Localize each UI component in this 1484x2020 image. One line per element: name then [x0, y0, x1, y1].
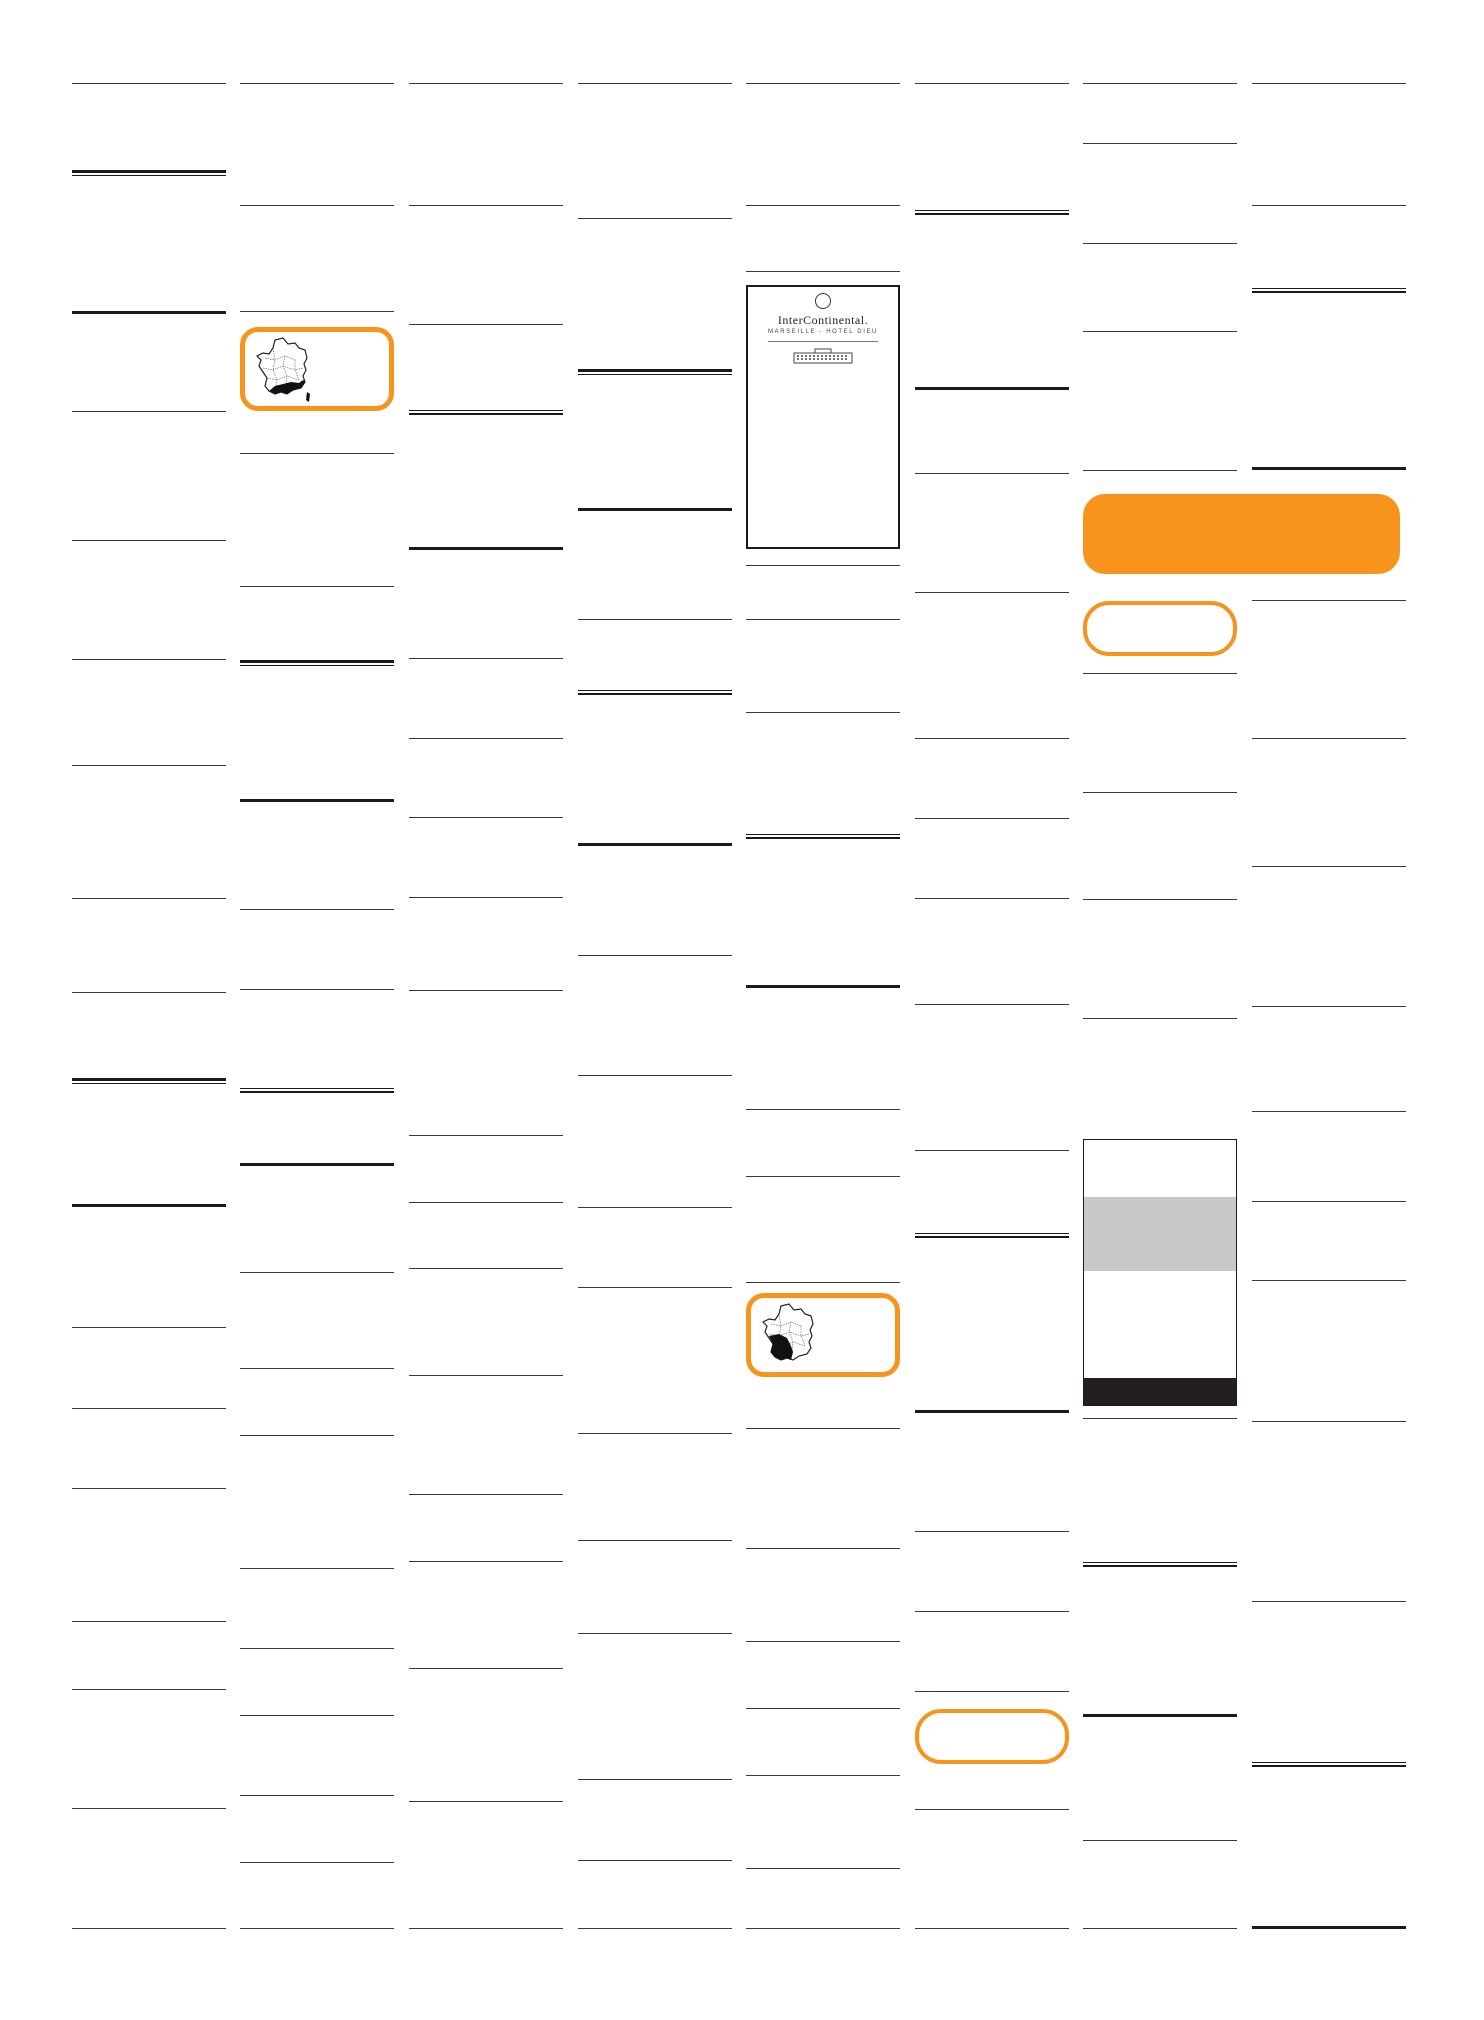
column-rule: [72, 898, 226, 899]
column-rule: [409, 1561, 563, 1562]
column-rule: [578, 83, 732, 84]
section-rule: [746, 834, 900, 839]
column-rule: [915, 592, 1069, 593]
column-rule: [1083, 143, 1237, 144]
column-rule: [915, 1611, 1069, 1612]
section-rule: [240, 799, 394, 802]
column-rule: [746, 1176, 900, 1177]
column-rule: [240, 83, 394, 84]
column-rule: [72, 83, 226, 84]
column-rule: [746, 1868, 900, 1869]
column-7: [1083, 0, 1237, 2020]
column-rule: [409, 738, 563, 739]
column-rule: [1252, 866, 1406, 867]
highlight-box: [915, 1709, 1069, 1764]
highlight-box: [1083, 601, 1237, 656]
ad-divider: [768, 341, 878, 342]
hotel-building-icon: [793, 348, 853, 364]
column-5: [746, 0, 900, 2020]
column-rule: [578, 1207, 732, 1208]
column-rule: [409, 1668, 563, 1669]
column-rule: [409, 1268, 563, 1269]
column-rule: [240, 1272, 394, 1273]
column-rule: [1083, 1018, 1237, 1019]
column-rule: [240, 909, 394, 910]
column-rule: [746, 271, 900, 272]
column-rule: [1252, 738, 1406, 739]
column-rule: [578, 955, 732, 956]
section-rule: [915, 1233, 1069, 1238]
column-rule: [1252, 1111, 1406, 1112]
column-rule: [915, 83, 1069, 84]
column-rule: [746, 83, 900, 84]
hotel-ad: [746, 285, 900, 549]
column-rule: [72, 1689, 226, 1690]
column-rule: [915, 898, 1069, 899]
region-map-box: [240, 327, 394, 411]
column-rule: [409, 897, 563, 898]
legend-footer: [1084, 1378, 1236, 1405]
column-rule: [746, 205, 900, 206]
column-rule: [746, 1109, 900, 1110]
column-rule: [240, 1435, 394, 1436]
column-rule: [578, 1075, 732, 1076]
column-rule: [240, 205, 394, 206]
column-rule: [72, 1488, 226, 1489]
column-1: [72, 0, 226, 2020]
section-rule: [746, 985, 900, 988]
column-rule: [1083, 899, 1237, 900]
column-rule: [578, 1540, 732, 1541]
column-rule: [1083, 673, 1237, 674]
column-rule: [1252, 205, 1406, 206]
column-rule: [1252, 1280, 1406, 1281]
column-rule: [240, 453, 394, 454]
column-rule: [578, 1779, 732, 1780]
section-rule: [409, 547, 563, 550]
column-rule: [240, 586, 394, 587]
column-rule: [409, 1801, 563, 1802]
column-rule: [1083, 1840, 1237, 1841]
column-rule: [915, 1809, 1069, 1810]
column-rule: [72, 540, 226, 541]
column-rule: [746, 1641, 900, 1642]
section-rule: [240, 660, 394, 666]
column-rule: [409, 990, 563, 991]
france-map-icon: [255, 336, 313, 408]
ad-brand: InterContinental.: [777, 313, 869, 327]
column-rule: [746, 712, 900, 713]
column-rule: [409, 817, 563, 818]
column-rule: [409, 1202, 563, 1203]
ad-subtitle: MARSEILLE - HOTEL DIEU: [768, 329, 878, 335]
column-rule: [746, 1928, 900, 1929]
column-rule: [1252, 600, 1406, 601]
legend-panel: [1083, 1139, 1237, 1406]
column-rule: [409, 658, 563, 659]
column-2: [240, 0, 394, 2020]
section-rule: [915, 387, 1069, 390]
column-rule: [1083, 792, 1237, 793]
column-rule: [409, 1928, 563, 1929]
column-rule: [1252, 1601, 1406, 1602]
section-rule: [240, 1088, 394, 1093]
column-rule: [1083, 331, 1237, 332]
column-rule: [240, 1715, 394, 1716]
section-rule: [72, 170, 226, 176]
column-rule: [578, 619, 732, 620]
column-rule: [1083, 1928, 1237, 1929]
column-rule: [915, 1004, 1069, 1005]
column-rule: [1083, 243, 1237, 244]
section-rule: [1252, 1926, 1406, 1929]
column-rule: [915, 818, 1069, 819]
column-rule: [578, 1860, 732, 1861]
column-rule: [72, 1327, 226, 1328]
france-map-icon: [761, 1302, 819, 1374]
section-rule: [578, 508, 732, 511]
column-rule: [72, 659, 226, 660]
column-rule: [1252, 1201, 1406, 1202]
column-rule: [409, 1494, 563, 1495]
section-rule: [1083, 1714, 1237, 1717]
column-rule: [915, 473, 1069, 474]
column-6: [915, 0, 1069, 2020]
column-rule: [409, 205, 563, 206]
column-rule: [1083, 1418, 1237, 1419]
column-rule: [915, 1150, 1069, 1151]
section-rule: [578, 690, 732, 695]
section-rule: [1252, 1762, 1406, 1767]
column-rule: [409, 1135, 563, 1136]
section-rule: [72, 311, 226, 314]
section-rule: [409, 410, 563, 415]
column-rule: [1252, 1421, 1406, 1422]
section-rule: [578, 369, 732, 375]
legend-band: [1084, 1197, 1236, 1271]
column-rule: [240, 989, 394, 990]
column-rule: [746, 1548, 900, 1549]
column-rule: [746, 1708, 900, 1709]
section-rule: [1252, 288, 1406, 293]
column-rule: [1083, 470, 1237, 471]
column-rule: [72, 1808, 226, 1809]
section-rule: [915, 210, 1069, 215]
column-rule: [746, 1775, 900, 1776]
column-4: [578, 0, 732, 2020]
column-rule: [746, 1428, 900, 1429]
column-rule: [409, 324, 563, 325]
section-rule: [72, 1078, 226, 1084]
column-rule: [1083, 83, 1237, 84]
column-rule: [409, 1375, 563, 1376]
section-rule: [1252, 467, 1406, 470]
column-rule: [72, 1621, 226, 1622]
column-rule: [72, 1408, 226, 1409]
section-rule: [72, 1204, 226, 1207]
orange-banner: [1083, 494, 1400, 574]
section-rule: [240, 1163, 394, 1166]
section-rule: [915, 1410, 1069, 1413]
column-rule: [240, 1568, 394, 1569]
section-rule: [578, 843, 732, 846]
column-rule: [915, 1691, 1069, 1692]
section-rule: [1083, 1562, 1237, 1567]
column-rule: [409, 83, 563, 84]
column-rule: [240, 1862, 394, 1863]
column-rule: [72, 765, 226, 766]
column-rule: [240, 311, 394, 312]
column-rule: [578, 218, 732, 219]
column-rule: [72, 411, 226, 412]
column-rule: [578, 1633, 732, 1634]
hotel-logo-icon: [815, 293, 831, 309]
column-rule: [1252, 83, 1406, 84]
column-3: [409, 0, 563, 2020]
column-rule: [578, 1433, 732, 1434]
column-rule: [578, 1287, 732, 1288]
column-rule: [915, 1531, 1069, 1532]
column-rule: [240, 1648, 394, 1649]
column-rule: [240, 1795, 394, 1796]
column-rule: [915, 1928, 1069, 1929]
column-rule: [72, 992, 226, 993]
region-map-box: [746, 1293, 900, 1377]
column-rule: [746, 565, 900, 566]
column-rule: [240, 1928, 394, 1929]
column-rule: [578, 1928, 732, 1929]
column-rule: [1252, 1006, 1406, 1007]
column-8: [1252, 0, 1406, 2020]
column-rule: [72, 1928, 226, 1929]
column-rule: [915, 738, 1069, 739]
column-rule: [240, 1368, 394, 1369]
column-rule: [746, 619, 900, 620]
column-rule: [746, 1282, 900, 1283]
